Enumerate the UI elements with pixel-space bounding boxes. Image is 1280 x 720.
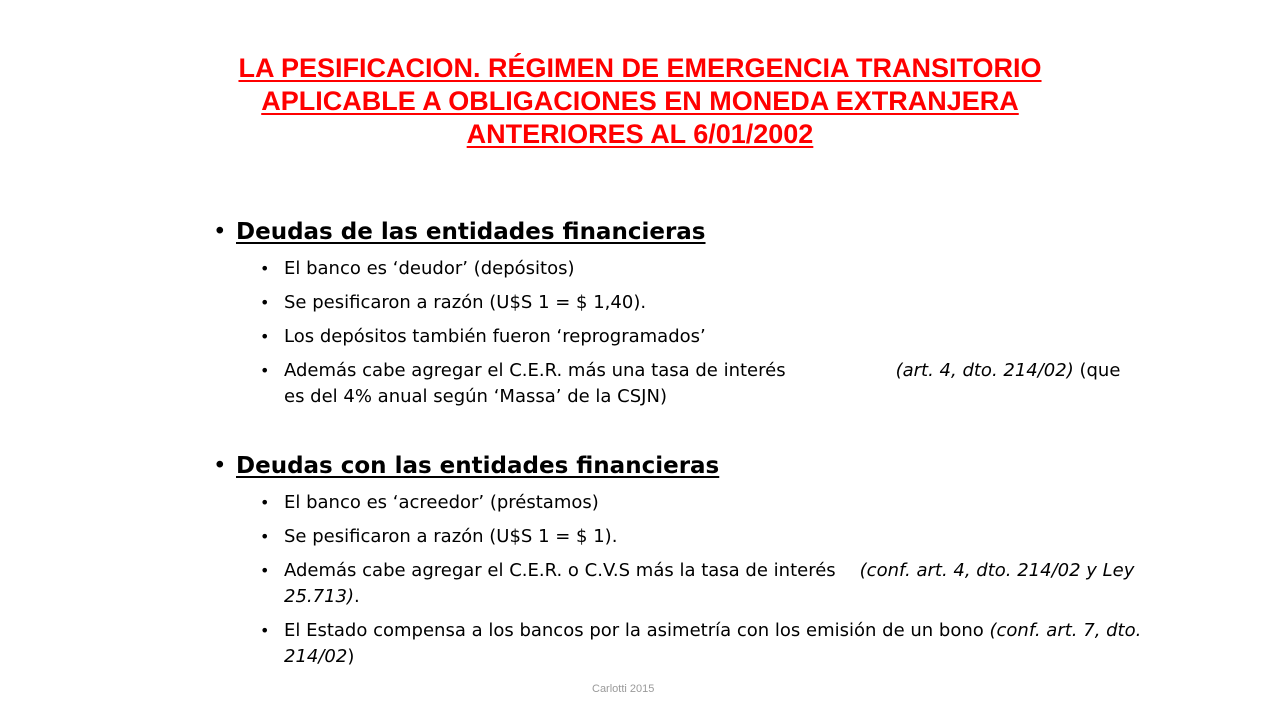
list-item-text: El banco es ‘deudor’ (depósitos) (284, 258, 575, 279)
list-item (260, 358, 1144, 410)
bullet-icon: • (260, 621, 270, 640)
list-item-text: ) (347, 646, 355, 667)
list-item (260, 558, 1144, 610)
list-item-text: El banco es ‘acreedor’ (préstamos) (284, 492, 599, 513)
bullet-icon: • (260, 293, 270, 312)
legal-reference: (art. 4, dto. 214/02) (895, 360, 1074, 381)
footer-credit: Carlotti 2015 (592, 683, 655, 695)
list-item (260, 324, 1144, 350)
list-item-text: Se pesificaron a razón (U$S 1 = $ 1). (284, 526, 618, 547)
section-heading (213, 446, 1133, 490)
title-line-3: ANTERIORES AL 6/01/2002 (466, 119, 814, 149)
list-item-text: El Estado compensa a los bancos por la asimetría con los emisión de un bono (284, 620, 984, 641)
section-heading-text: Deudas de las entidades financieras (236, 219, 706, 245)
list-item (260, 524, 1144, 550)
list-item-text: Los depósitos también fueron ‘reprogramados’ (284, 326, 706, 347)
list-item-text: Se pesificaron a razón (U$S 1 = $ 1,40). (284, 292, 647, 313)
bullet-icon: • (260, 259, 270, 278)
bullet-icon: • (260, 361, 270, 380)
list-item (260, 256, 1144, 282)
list-item-text: Además cabe agregar el C.E.R. más una tasa de interés (284, 360, 786, 381)
title-line-1: LA PESIFICACION. RÉGIMEN DE EMERGENCIA TRANSITORIO (238, 53, 1042, 83)
list-item (260, 490, 1144, 516)
list-item (260, 290, 1144, 316)
legal-reference: (conf. art. 4, dto. 214/02 y Ley 25.713) (284, 560, 1135, 607)
section-deudas-de (213, 212, 1133, 410)
list-item-text: . (354, 586, 360, 607)
bullet-icon: • (260, 527, 270, 546)
list-item-text: Además cabe agregar el C.E.R. o C.V.S más la tasa de interés (284, 560, 836, 581)
bullet-icon: • (213, 453, 227, 479)
section-heading (213, 212, 1133, 256)
list-item (260, 618, 1144, 670)
slide-body (213, 212, 1142, 706)
section-deudas-con (213, 446, 1142, 670)
bullet-icon: • (260, 327, 270, 346)
bullet-icon: • (213, 219, 227, 245)
section-heading-text: Deudas con las entidades financieras (236, 453, 720, 479)
legal-reference: (conf. art. 7, dto. 214/02 (284, 620, 1142, 667)
slide-title (120, 52, 1160, 151)
title-line-2: APLICABLE A OBLIGACIONES EN MONEDA EXTRANJERA (261, 86, 1019, 116)
list-item-text: (que es del 4% anual según ‘Massa’ de la CSJN) (284, 360, 1121, 407)
bullet-icon: • (260, 493, 270, 512)
bullet-icon: • (260, 561, 270, 580)
